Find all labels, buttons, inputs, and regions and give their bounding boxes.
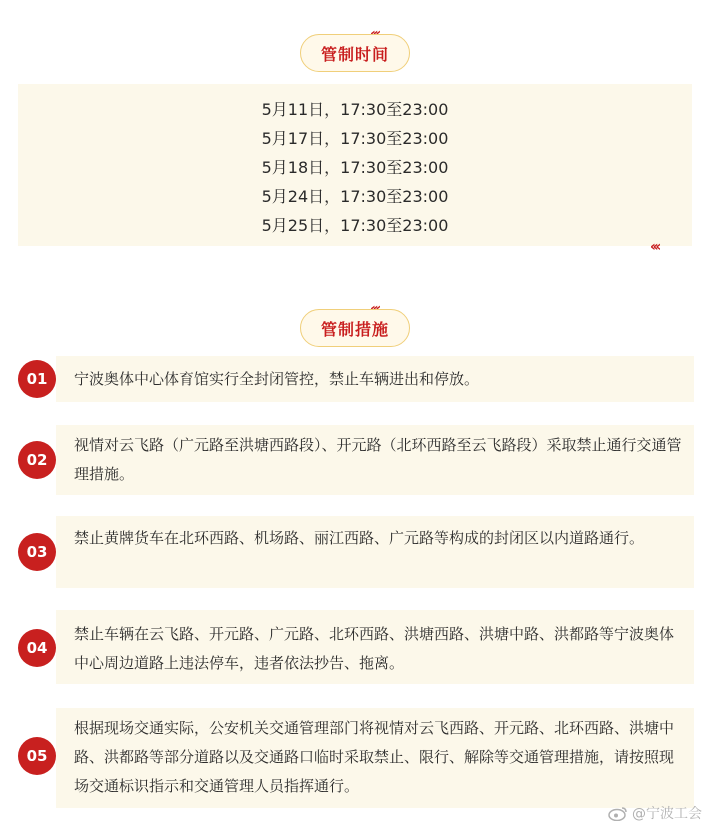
measure-text: 宁波奥体中心体育馆实行全封闭管控，禁止车辆进出和停放。 — [74, 370, 480, 388]
time-line: 5月24日，17:30至23:00 — [261, 187, 449, 206]
time-panel — [18, 84, 692, 246]
watermark-text: @宁波工会 — [632, 806, 702, 822]
time-line: 5月17日，17:30至23:00 — [261, 129, 449, 148]
measure-item — [18, 708, 694, 808]
measure-number-badge: 05 — [18, 737, 56, 775]
watermark — [608, 803, 702, 823]
time-line: 5月25日，17:30至23:00 — [261, 216, 449, 235]
measure-text: 禁止黄牌货车在北环西路、机场路、丽江西路、广元路等构成的封闭区以内道路通行。 — [74, 529, 645, 547]
measure-number-badge: 03 — [18, 533, 56, 571]
measure-text: 根据现场交通实际，公安机关交通管理部门将视情对云飞西路、开元路、北环西路、洪塘中路、洪都路等部分道路以及交通路口临时采取禁止、限行、解除等交通管理措施，请按照现场交通标识指示和交通管理人员指挥通行。 — [74, 719, 675, 795]
measure-number-badge: 04 — [18, 629, 56, 667]
measure-item — [18, 516, 694, 588]
time-line: 5月11日，17:30至23:00 — [261, 100, 449, 119]
measure-item — [18, 356, 694, 402]
section-title-measures: 管制措施 — [300, 309, 410, 347]
measure-number-badge: 02 — [18, 441, 56, 479]
measure-number-badge: 01 — [18, 360, 56, 398]
measure-item — [18, 425, 694, 495]
measure-text: 视情对云飞路（广元路至洪塘西路段）、开元路（北环西路至云飞路段）采取禁止通行交通管理措施。 — [74, 436, 682, 483]
measure-item — [18, 610, 694, 684]
section-title-time: 管制时间 — [300, 34, 410, 72]
chevron-left-icon: ‹‹‹ — [650, 239, 659, 255]
time-line: 5月18日，17:30至23:00 — [261, 158, 449, 177]
measure-text: 禁止车辆在云飞路、开元路、广元路、北环西路、洪塘西路、洪塘中路、洪都路等宁波奥体中心周边道路上违法停车，违者依法抄告、拖离。 — [74, 625, 675, 672]
weibo-icon — [608, 805, 628, 821]
